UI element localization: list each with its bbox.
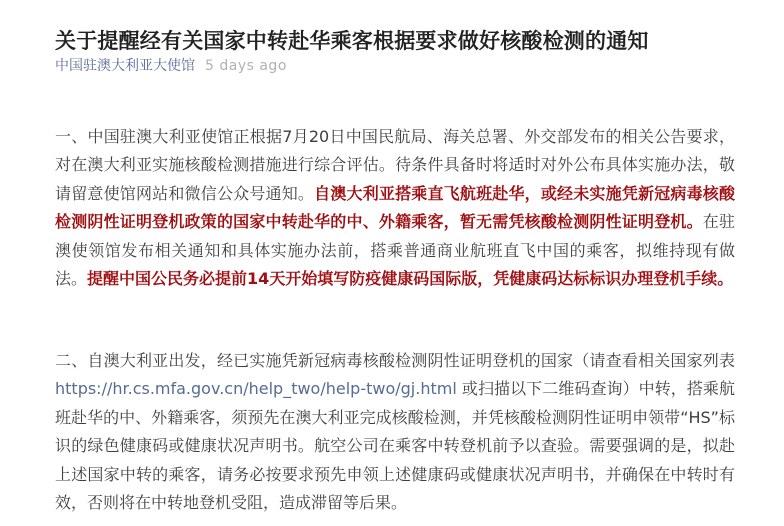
article-title: 关于提醒经有关国家中转赴华乘客根据要求做好核酸检测的通知: [55, 29, 649, 54]
country-list-link[interactable]: https://hr.cs.mfa.gov.cn/help_two/help-two/gj.html: [55, 379, 457, 399]
paragraph-1: [55, 123, 735, 293]
paragraph-2-text-b: 或扫描以下二维码查询）中转，搭乘航班赴华的中、外籍乘客，须预先在澳大利亚完成核酸检测，并凭核酸检测阴性证明申领带“HS”标识的绿色健康码或健康状况声明书。航空公司在乘客中转登机前予以查验。需要强调的是，拟赴上述国家中转的乘客，请务必按要求预先申领上述健康码或健康状况声明书，并确保在中转时有效，否则将在中转地登机受阻，造成滞留等后果。: [55, 379, 735, 513]
paragraph-1-emphasis-b: 提醒中国公民务必提前14天开始填写防疫健康码国际版，凭健康码达标标识办理登机手续。: [87, 269, 734, 289]
paragraph-2-text-a: 二、自澳大利亚出发，经已实施凭新冠病毒核酸检测阴性证明登机的国家（请查看相关国家列表: [55, 351, 735, 370]
paragraph-1-text-b: 在驻澳使领馆发布相关通知和具体实施办法前，搭乘普通商业航班直飞中国的乘客，拟维持现有做法。: [55, 212, 735, 289]
paragraph-2: [55, 347, 735, 517]
account-name-link[interactable]: 中国驻澳大利亚大使馆: [55, 58, 195, 74]
paragraph-1-text-a: 一、中国驻澳大利亚使馆正根据7月20日中国民航局、海关总署、外交部发布的相关公告要求，对在澳大利亚实施核酸检测措施进行综合评估。待条件具备时将适时对外公布具体实施办法，敬请留意使馆网站和微信公众号通知。: [55, 127, 735, 203]
publish-time: 5 days ago: [205, 58, 287, 74]
paragraph-1-emphasis-a: 自澳大利亚搭乘直飞航班赴华，或经未实施凭新冠病毒核酸检测阴性证明登机政策的国家中转赴华的中、外籍乘客，暂无需凭核酸检测阴性证明登机。: [55, 183, 735, 232]
article-meta: [55, 56, 287, 76]
